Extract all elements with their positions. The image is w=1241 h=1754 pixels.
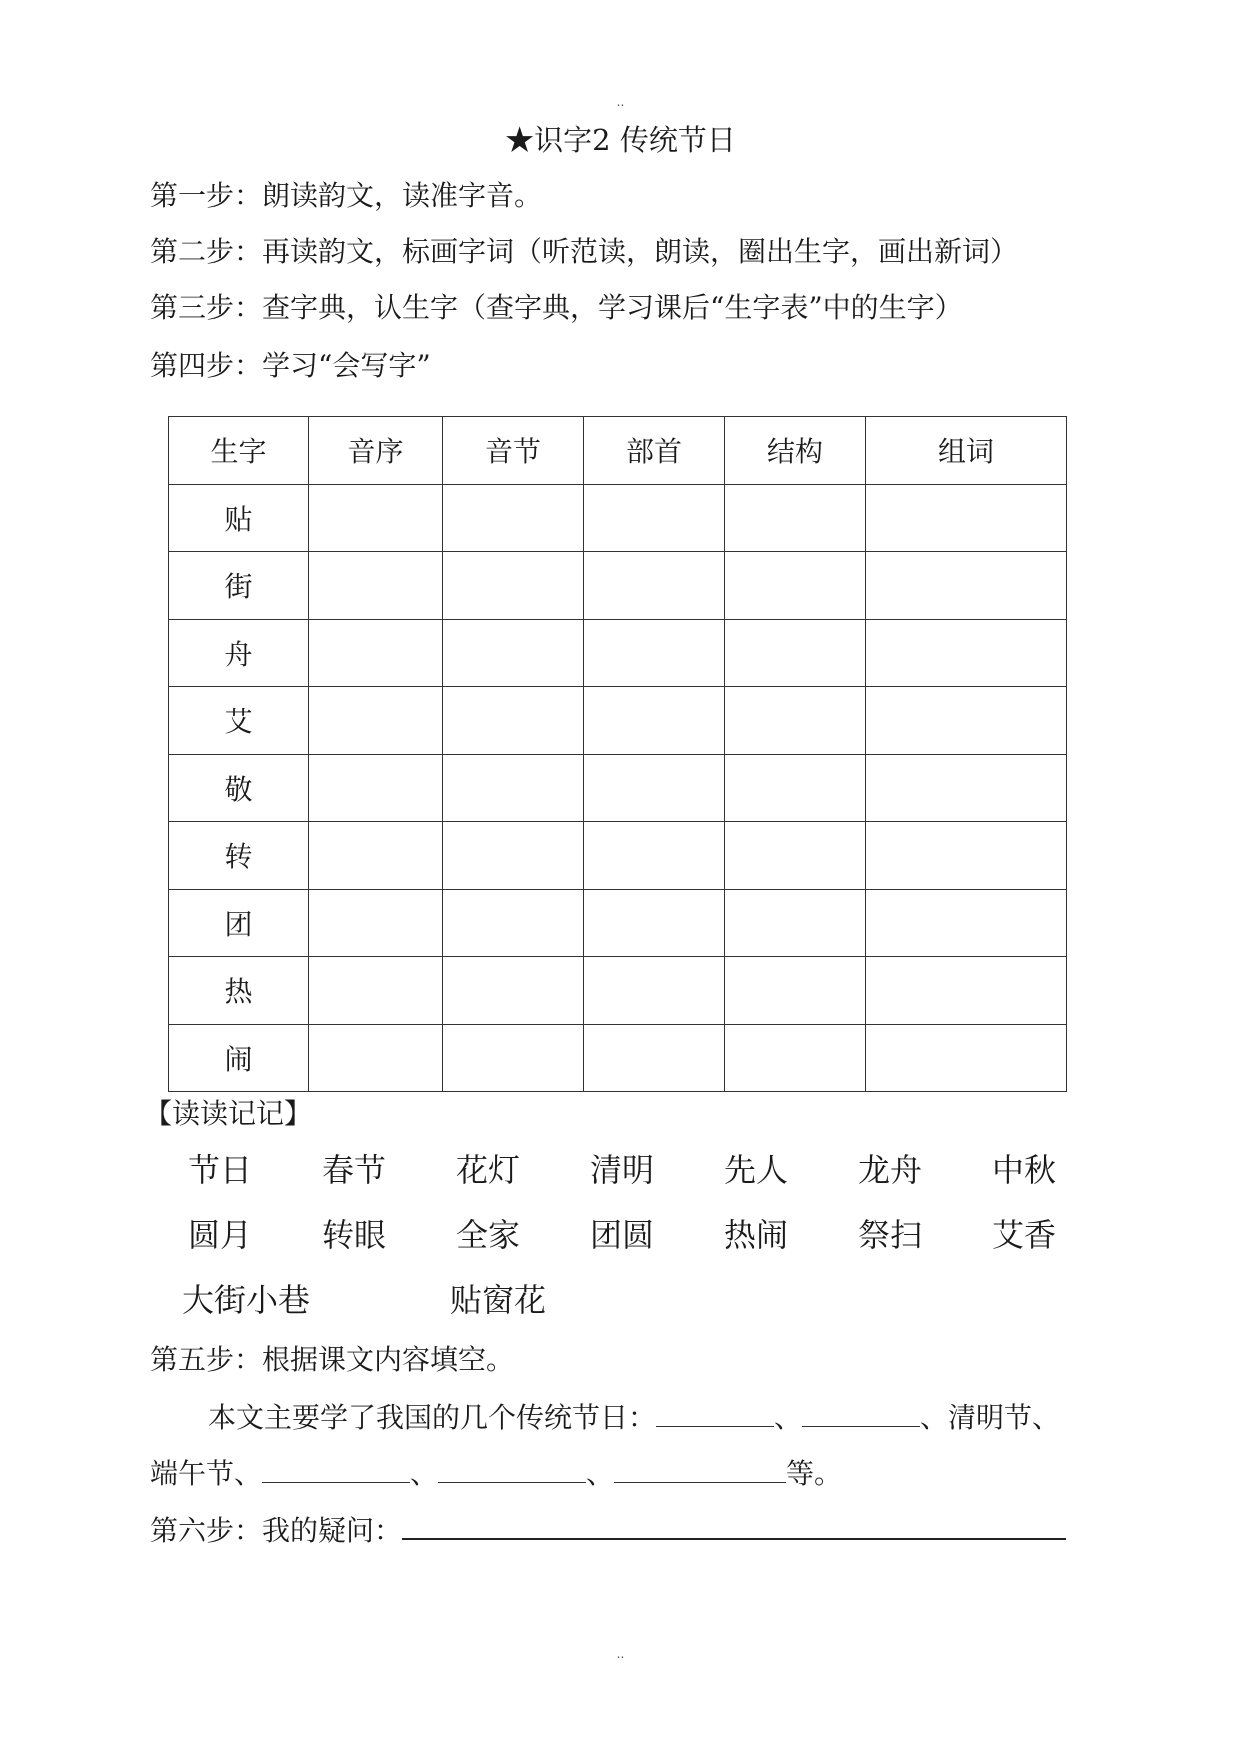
answer-cell[interactable] xyxy=(725,957,866,1025)
table-row xyxy=(169,619,1067,687)
character-cell: 艾 xyxy=(169,687,309,755)
answer-cell[interactable] xyxy=(725,687,866,755)
vocab-word: 春节 xyxy=(322,1151,387,1189)
answer-cell[interactable] xyxy=(866,484,1067,552)
character-cell: 舟 xyxy=(169,619,309,687)
answer-cell[interactable] xyxy=(725,822,866,890)
header-cell-character: 生字 xyxy=(169,417,309,485)
vocab-word: 祭扫 xyxy=(858,1216,923,1254)
separator-text: 、 xyxy=(410,1457,439,1490)
answer-cell[interactable] xyxy=(309,484,443,552)
answer-cell[interactable] xyxy=(584,619,725,687)
table-row xyxy=(169,484,1067,552)
answer-blank[interactable] xyxy=(802,1396,920,1427)
header-cell-syllable: 音节 xyxy=(443,417,584,485)
vocab-word: 节日 xyxy=(188,1151,253,1189)
answer-cell[interactable] xyxy=(584,754,725,822)
table-row xyxy=(169,1024,1067,1092)
answer-cell[interactable] xyxy=(309,822,443,890)
answer-cell[interactable] xyxy=(866,687,1067,755)
page-title: ★识字2 传统节日 xyxy=(505,123,736,157)
vocab-word: 热闹 xyxy=(724,1216,789,1254)
vocab-word: 中秋 xyxy=(992,1151,1057,1189)
reading-heading: 【读读记记】 xyxy=(144,1097,313,1130)
table-row xyxy=(169,822,1067,890)
character-cell: 团 xyxy=(169,889,309,957)
character-cell: 热 xyxy=(169,957,309,1025)
vocab-word: 团圆 xyxy=(590,1216,655,1254)
step-4-text: 第四步：学习“会写字” xyxy=(150,349,431,382)
character-cell: 转 xyxy=(169,822,309,890)
answer-cell[interactable] xyxy=(443,552,584,620)
vocab-word: 先人 xyxy=(724,1151,789,1189)
header-cell-words: 组词 xyxy=(866,417,1067,485)
fill-blank-text: 本文主要学了我国的几个传统节日： xyxy=(208,1401,657,1434)
answer-cell[interactable] xyxy=(584,484,725,552)
answer-cell[interactable] xyxy=(725,754,866,822)
answer-blank[interactable] xyxy=(262,1452,410,1483)
footer-marker: .. xyxy=(616,1647,625,1661)
answer-cell[interactable] xyxy=(443,957,584,1025)
answer-cell[interactable] xyxy=(725,484,866,552)
table-row xyxy=(169,552,1067,620)
vocab-word: 大街小巷 xyxy=(182,1281,311,1319)
table-header-row xyxy=(169,417,1067,485)
character-cell: 闹 xyxy=(169,1024,309,1092)
answer-cell[interactable] xyxy=(725,889,866,957)
vocab-word: 龙舟 xyxy=(858,1151,923,1189)
answer-cell[interactable] xyxy=(309,754,443,822)
answer-blank[interactable] xyxy=(438,1452,586,1483)
vocab-word: 清明 xyxy=(590,1151,655,1189)
answer-cell[interactable] xyxy=(584,822,725,890)
character-cell: 敬 xyxy=(169,754,309,822)
table-row xyxy=(169,754,1067,822)
header-cell-structure: 结构 xyxy=(725,417,866,485)
answer-cell[interactable] xyxy=(584,687,725,755)
answer-cell[interactable] xyxy=(309,1024,443,1092)
step-2-text: 第二步：再读韵文，标画字词（听范读，朗读，圈出生字，画出新词） xyxy=(150,235,1019,268)
step-6-line xyxy=(150,1508,1066,1551)
answer-cell[interactable] xyxy=(866,822,1067,890)
answer-cell[interactable] xyxy=(725,1024,866,1092)
fill-blank-text: 端午节、 xyxy=(150,1457,263,1490)
answer-cell[interactable] xyxy=(443,754,584,822)
vocab-word: 贴窗花 xyxy=(450,1281,547,1319)
table-row xyxy=(169,687,1067,755)
separator-text: 、 xyxy=(774,1401,803,1434)
character-cell: 街 xyxy=(169,552,309,620)
answer-cell[interactable] xyxy=(584,957,725,1025)
answer-cell[interactable] xyxy=(584,1024,725,1092)
answer-cell[interactable] xyxy=(866,619,1067,687)
table-row xyxy=(169,957,1067,1025)
answer-cell[interactable] xyxy=(443,822,584,890)
answer-cell[interactable] xyxy=(866,754,1067,822)
answer-cell[interactable] xyxy=(443,1024,584,1092)
answer-cell[interactable] xyxy=(866,1024,1067,1092)
fill-blank-text: 、清明节、 xyxy=(920,1401,1061,1434)
fill-blank-text: 等。 xyxy=(786,1457,843,1490)
answer-cell[interactable] xyxy=(309,619,443,687)
answer-cell[interactable] xyxy=(584,552,725,620)
answer-cell[interactable] xyxy=(443,619,584,687)
answer-cell[interactable] xyxy=(309,552,443,620)
answer-cell[interactable] xyxy=(866,552,1067,620)
character-cell: 贴 xyxy=(169,484,309,552)
answer-cell[interactable] xyxy=(309,889,443,957)
answer-blank[interactable] xyxy=(656,1396,774,1427)
fill-blank-line-2 xyxy=(150,1452,842,1494)
fill-blank-line-1 xyxy=(208,1396,1060,1438)
answer-cell[interactable] xyxy=(584,889,725,957)
answer-cell[interactable] xyxy=(866,957,1067,1025)
answer-cell[interactable] xyxy=(443,687,584,755)
answer-blank[interactable] xyxy=(614,1452,786,1483)
answer-cell[interactable] xyxy=(443,484,584,552)
header-cell-radical: 部首 xyxy=(584,417,725,485)
separator-text: 、 xyxy=(586,1457,615,1490)
step-6-text: 第六步：我的疑问： xyxy=(150,1514,403,1547)
step-3-text: 第三步：查字典，认生字（查字典，学习课后“生字表”中的生字） xyxy=(150,291,963,324)
header-cell-initial: 音序 xyxy=(309,417,443,485)
answer-cell[interactable] xyxy=(309,957,443,1025)
answer-cell[interactable] xyxy=(443,889,584,957)
answer-cell[interactable] xyxy=(725,552,866,620)
answer-cell[interactable] xyxy=(866,889,1067,957)
vocab-word: 转眼 xyxy=(322,1216,387,1254)
step-1-text: 第一步：朗读韵文，读准字音。 xyxy=(150,179,543,212)
step-5-text: 第五步：根据课文内容填空。 xyxy=(150,1343,515,1376)
answer-cell[interactable] xyxy=(309,687,443,755)
vocab-word: 花灯 xyxy=(456,1151,521,1189)
question-answer-line[interactable] xyxy=(402,1508,1066,1540)
vocab-word: 圆月 xyxy=(188,1216,253,1254)
vocab-word: 艾香 xyxy=(992,1216,1057,1254)
character-study-table xyxy=(168,416,1067,1092)
table-row xyxy=(169,889,1067,957)
header-marker: .. xyxy=(616,95,625,109)
answer-cell[interactable] xyxy=(725,619,866,687)
vocab-word: 全家 xyxy=(456,1216,521,1254)
